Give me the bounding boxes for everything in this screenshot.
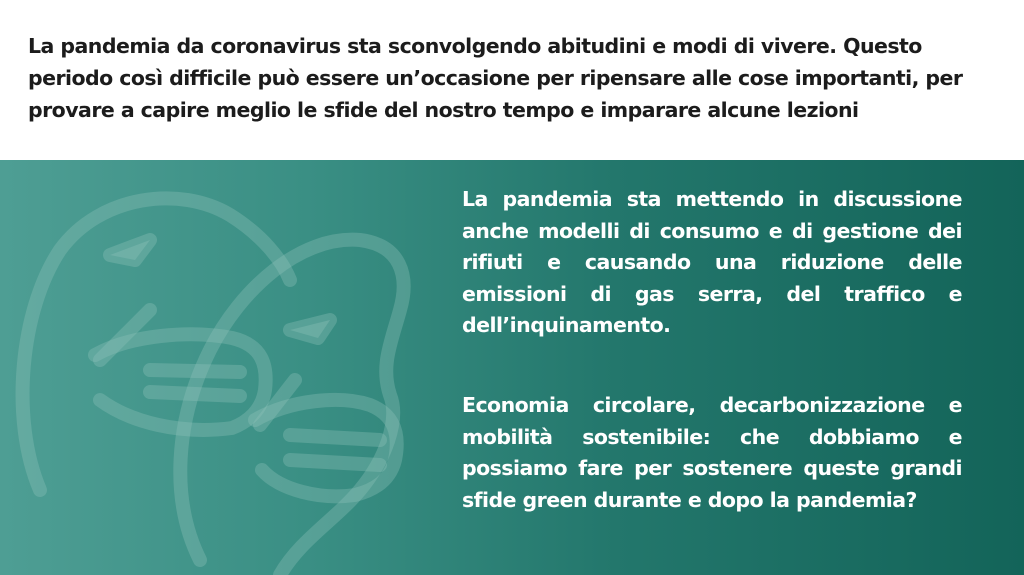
masked-faces-icon — [0, 160, 470, 575]
front-mask-pleat — [290, 460, 380, 465]
intro-section — [0, 0, 1024, 160]
body-paragraph-1: La pandemia sta mettendo in discussione anche modelli di consumo e di gestione dei rifiuti e causando una riduzione delle emissioni di gas serra, del traffico e dell’inquinamento. — [462, 187, 962, 337]
body-paragraph-2: Economia circolare, decarbonizzazione e mobilità sostenibile: che dobbiamo e possiamo fare per sostenere queste grandi sfide green durante e dopo la pandemia? — [462, 393, 962, 512]
content-section — [0, 160, 1024, 575]
intro-text: La pandemia da coronavirus sta sconvolgendo abitudini e modi di vivere. Questo periodo così difficile può essere un’occasione per ripensare alle cose importanti, per provare a capire meglio le sfide del nostro tempo e imparare alcune lezioni — [28, 34, 963, 122]
front-face-eyebrow — [290, 320, 330, 338]
back-face-eyebrow — [110, 240, 150, 260]
front-mask-pleat — [290, 435, 380, 440]
